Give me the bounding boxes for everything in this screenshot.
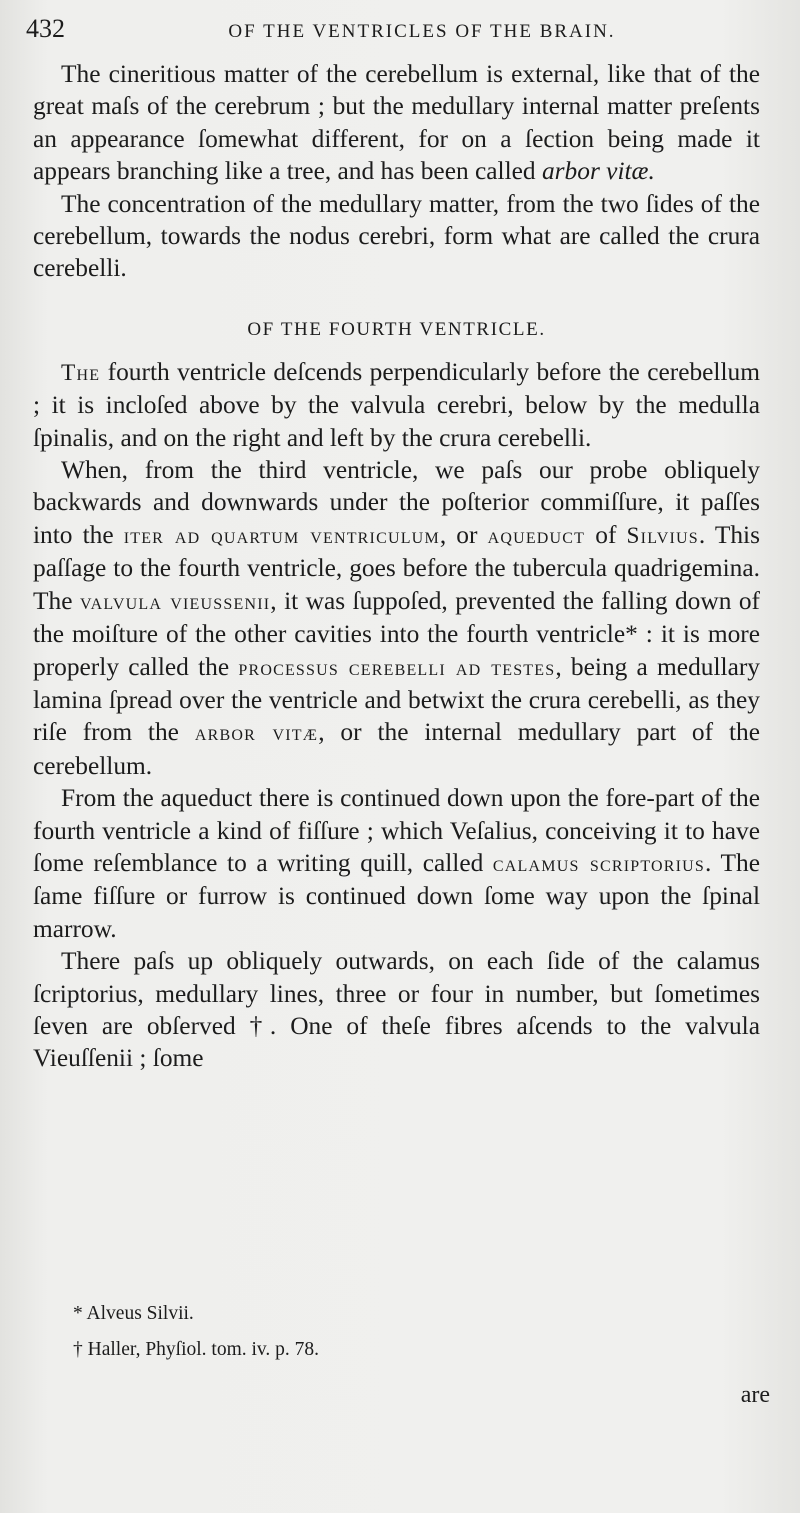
page-header: [26, 14, 766, 50]
catchword: are: [740, 1382, 770, 1408]
page-number: 432: [26, 14, 65, 43]
footnote: * Alveus Silvii.: [73, 1303, 194, 1324]
text-run: , being a medullary lamina ſpread over the ventricle and betwixt the crura cerebelli, as they riſe from the: [33, 652, 760, 747]
footnotes: [73, 1296, 673, 1368]
paragraph-fourth-ventricle: [33, 356, 760, 454]
page-bottom-margin: [0, 1400, 800, 1513]
small-caps-term: arbor vitæ: [194, 720, 319, 747]
small-caps-term: iter ad quartum ventriculum: [123, 522, 440, 549]
text-run: , or the internal medullary part of the cerebellum.: [33, 718, 760, 780]
small-caps-term: processus cerebelli ad testes: [238, 654, 556, 681]
paragraph-medullary-lines: There paſs up obliquely outwards, on each ſide of the calamus ſcriptorius, medullary lines, three or four in number, but ſometimes ſeven are obſerved †. One of theſe fibres aſcends to the valvula Vieuſſenii ; ſome: [33, 947, 760, 1073]
text-run: From the aqueduct there is continued down upon the fore-part of the fourth ventricle a kind of fiſſure ; which Veſalius, conceiving it to have ſome reſemblance to a writing quill, called: [33, 784, 760, 877]
small-caps-term: valvula vieussenii: [79, 588, 271, 615]
section-heading: OF THE FOURTH VENTRICLE.: [247, 318, 546, 340]
small-caps-term: calamus scriptorius: [492, 850, 706, 877]
small-caps-term: Silvius: [626, 522, 699, 549]
running-head: OF THE VENTRICLES OF THE BRAIN.: [228, 21, 616, 42]
paragraph-text: fourth ventricle deſcends perpendicularly before the cerebellum ; it is incloſed above by the valvula cerebri, below by the medulla ſpinalis, and on the right and left by the crura cerebelli.: [33, 357, 760, 452]
paragraph-arbor-vitae: [33, 58, 760, 188]
text-run: When, from the third ventricle, we paſs our probe obliquely backwards and downwards under the poſterior commiſſure, it paſſes into the: [33, 456, 760, 549]
body-text: [33, 58, 760, 1075]
text-run: . The ſame fiſſure or furrow is continued down ſome way upon the ſpinal marrow.: [33, 848, 760, 943]
text-run: , it was ſuppoſed, prevented the falling down of the moiſture of the other cavities into the fourth ventricle* : it is more properly called the: [33, 586, 760, 681]
small-caps-term: aqueduct: [487, 522, 586, 549]
text-run: . This paſſage to the fourth ventricle, goes before the tubercula quadrigemina. The: [33, 520, 760, 615]
lead-word: The: [61, 359, 101, 386]
text-run: of: [585, 520, 627, 549]
italic-term: arbor vitæ.: [541, 157, 655, 186]
paragraph-text: The cineritious matter of the cerebellum is external, like that of the great maſs of the cerebrum ; but the medullary internal matter preſents an appearance ſomewhat different, for on a ſection being made it appears branching like a tree, and has been called: [33, 60, 760, 186]
paragraph-calamus-scriptorius: [33, 782, 760, 945]
text-run: , or: [439, 520, 488, 549]
paragraph-aqueduct-of-silvius: [33, 454, 760, 782]
footnote: † Haller, Phyſiol. tom. iv. p. 78.: [73, 1339, 320, 1360]
paragraph-crura-cerebelli: The concentration of the medullary matter, from the two ſides of the cerebellum, towards the nodus cerebri, form what are called the crura cerebelli.: [33, 189, 760, 283]
